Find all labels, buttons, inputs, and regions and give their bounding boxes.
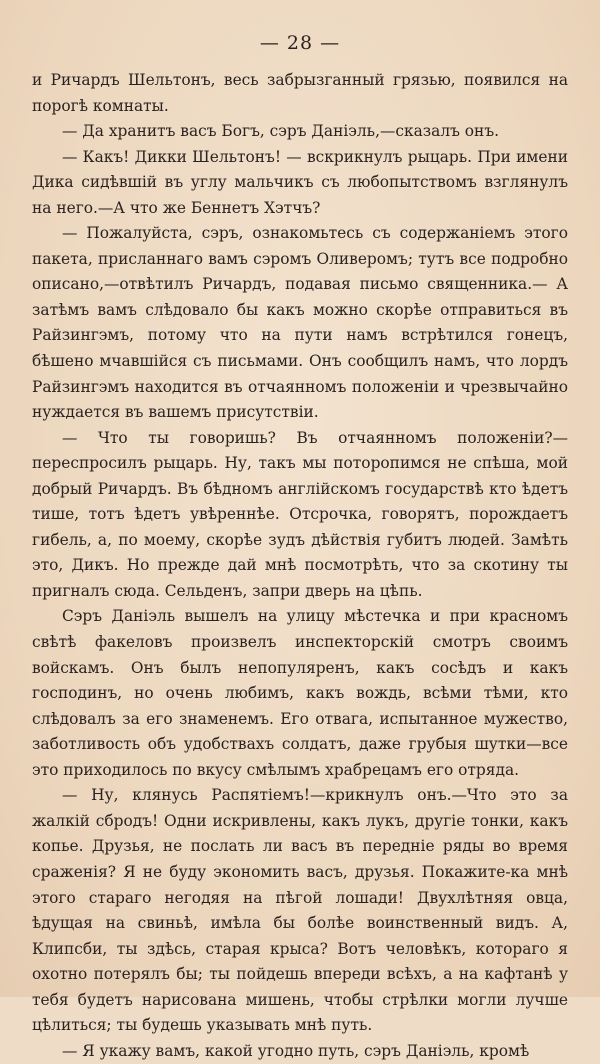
paragraph-4: — Пожалуйста, сэръ, ознакомьтесь съ содержаніемъ этого пакета, присланнаго вамъ сэромъ Оливеромъ; тутъ все подробно описано,—отвѣтилъ Ричардъ, подавая письмо священника.— А затѣмъ вамъ слѣдовало бы какъ можно скорѣе отправиться въ Райзингэмъ, потому что на пути намъ встрѣтился гонецъ, бѣшено мчавшійся съ письмами. Онъ сообщилъ намъ, что лордъ Райзингэмъ находится въ отчаянномъ положеніи и чрезвычайно нуждается въ вашемъ присутствіи.	[32, 224, 568, 422]
paragraph-5: — Что ты говоришь? Въ отчаянномъ положеніи?—переспросилъ рыцарь. Ну, такъ мы поторопимся не спѣша, мой добрый Ричардъ. Въ бѣдномъ англійскомъ государствѣ кто ѣдетъ тише, тотъ ѣдетъ увѣреннѣе. Отсрочка, говорятъ, порождаетъ гибель, а, по моему, скорѣе зудъ дѣйствія губитъ людей. Замѣть это, Дикъ. Но прежде дай мнѣ посмотрѣть, что за скотину ты пригналъ сюда. Сельденъ, запри дверь на цѣпь.	[32, 428, 568, 600]
paragraph-8: — Я укажу вамъ, какой угодно путь, сэръ Даніэль, кромѣ	[62, 1041, 530, 1060]
paragraph-1: и Ричардъ Шельтонъ, весь забрызганный грязью, появился на порогѣ комнаты.	[32, 71, 568, 115]
paragraph-2: — Да хранитъ васъ Богъ, сэръ Даніэль,—сказалъ онъ.	[62, 122, 500, 141]
paragraph-6: Сэръ Даніэль вышелъ на улицу мѣстечка и при красномъ свѣтѣ факеловъ произвелъ инспекторскій смотръ своимъ войскамъ. Онъ былъ непопуляренъ, какъ сосѣдъ и какъ господинъ, но очень любимъ, какъ вождь, всѣми тѣми, кто слѣдовалъ за его знаменемъ. Его отвага, испытанное мужество, заботливость объ удобствахъ солдатъ, даже грубыя шутки—все это приходилось по вкусу смѣлымъ храбрецамъ его отряда.	[32, 607, 568, 779]
paragraph-3: — Какъ! Дикки Шельтонъ! — вскрикнулъ рыцарь. При имени Дика сидѣвшій въ углу мальчикъ съ любопытствомъ взглянулъ на него.—А что же Беннетъ Хэтчъ?	[32, 147, 568, 217]
page-number: — 28 —	[259, 32, 341, 54]
body-text	[32, 68, 568, 1064]
paragraph-7: — Ну, клянусь Распятіемъ!—крикнулъ онъ.—Что это за жалкій сбродъ! Одни искривлены, какъ лукъ, другіе тонки, какъ копье. Друзья, не послать ли васъ въ передніе ряды во время сраженія? Я не буду экономить васъ, друзья. Покажите-ка мнѣ этого стараго негодяя на пѣгой лошади! Двухлѣтняя овца, ѣдущая на свиньѣ, имѣла бы болѣе воинственный видъ. А, Клипсби, ты здѣсь, старая крыса? Вотъ человѣкъ, котораго я охотно потерялъ бы; ты пойдешь впереди всѣхъ, а на кафтанѣ у тебя будетъ нарисована мишень, чтобы стрѣлки могли лучше цѣлиться; ты будешь указывать мнѣ путь.	[32, 786, 568, 1035]
